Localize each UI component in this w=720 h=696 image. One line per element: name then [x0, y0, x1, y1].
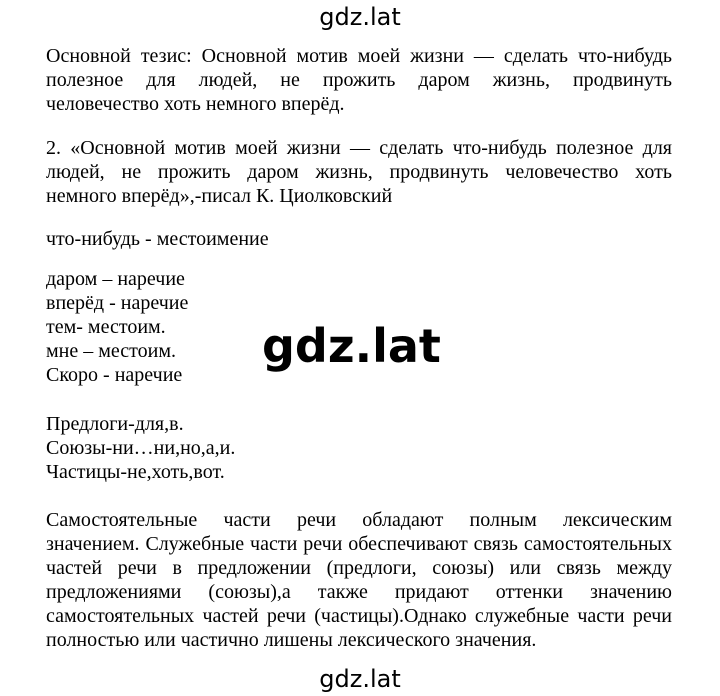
watermark-bottom: gdz.lat [319, 665, 401, 693]
watermark-center: gdz.lat [262, 319, 441, 373]
list-item: вперёд - наречие [46, 292, 189, 314]
quote-paragraph [46, 136, 672, 208]
quote-line: немного вперёд»,-писал К. Циолковский [46, 185, 393, 207]
list-item: Частицы-не,хоть,вот. [46, 461, 225, 483]
conclusion-line: самостоятельных частей речи (частицы).Однако служебные части речи [46, 605, 672, 627]
conclusion-line: предложениями (союзы),а также придают оттенки значению [46, 581, 672, 603]
list-item: Скоро - наречие [46, 364, 183, 386]
quote-line: людей, не прожить даром жизнь, продвинуть человечество хоть [46, 161, 672, 183]
thesis-line: полезное для людей, не прожить даром жизнь, продвинуть [46, 69, 672, 91]
watermark-top: gdz.lat [319, 3, 401, 31]
conclusion-line: частей речи в предложении (предлоги, союзы) или связь между [46, 557, 672, 579]
service-list [46, 412, 672, 484]
conclusion-line: Самостоятельные части речи обладают полным лексическим [46, 509, 672, 531]
thesis-paragraph [46, 44, 672, 116]
list-item: мне – местоим. [46, 340, 176, 362]
quote-line: 2. «Основной мотив моей жизни — сделать что-нибудь полезное для [46, 137, 672, 159]
conclusion-paragraph [46, 508, 672, 652]
list-item: тем- местоим. [46, 316, 166, 338]
conclusion-line: значением. Служебные части речи обеспечивают связь самостоятельных [46, 533, 672, 555]
thesis-line: Основной тезис: Основной мотив моей жизни — сделать что-нибудь [46, 45, 672, 67]
pronoun-line: что-нибудь - местоимение [46, 228, 269, 250]
conclusion-line: полностью или частично лишены лексического значения. [46, 629, 537, 651]
list-item: Союзы-ни…ни,но,а,и. [46, 437, 236, 459]
thesis-line: человечество хоть немного вперёд. [46, 93, 345, 115]
list-item: Предлоги-для,в. [46, 413, 184, 435]
list-item: даром – наречие [46, 268, 185, 290]
